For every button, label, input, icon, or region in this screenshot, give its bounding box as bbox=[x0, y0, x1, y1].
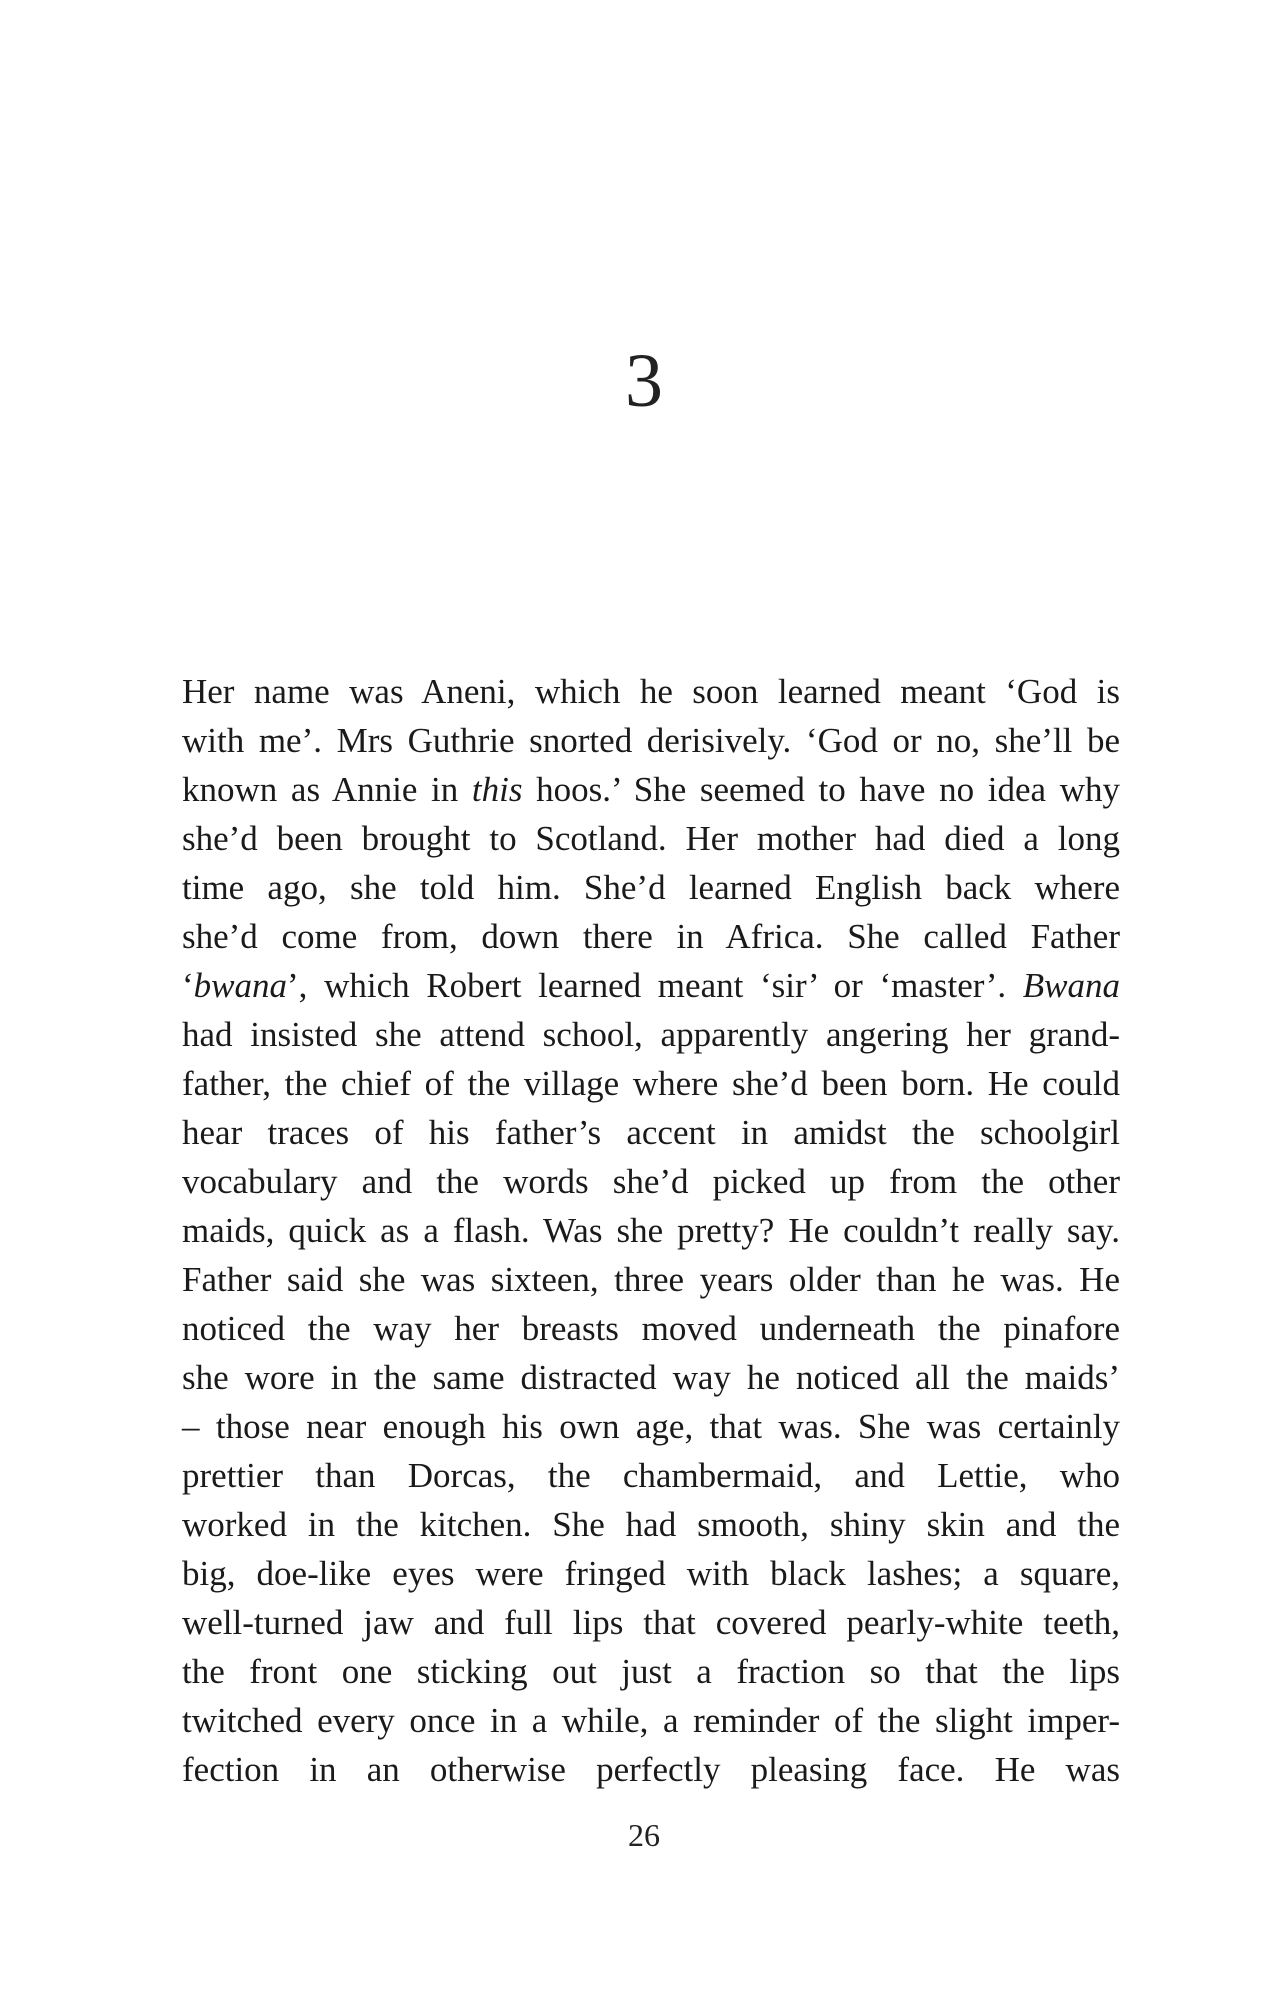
text-line: ‘bwana’, which Robert learned meant ‘sir’ or ‘master’. Bwana bbox=[182, 966, 1120, 1005]
text-line: she wore in the same distracted way he noticed all the maids’ bbox=[182, 1358, 1120, 1397]
text-line: hear traces of his father’s accent in amidst the schoolgirl bbox=[182, 1113, 1120, 1152]
text-line: big, doe-like eyes were fringed with black lashes; a square, bbox=[182, 1554, 1120, 1593]
chapter-number: 3 bbox=[625, 339, 663, 423]
body-text bbox=[182, 667, 1120, 1794]
page-number: 26 bbox=[628, 1817, 660, 1853]
text-line: vocabulary and the words she’d picked up from the other bbox=[182, 1162, 1120, 1201]
text-line: time ago, she told him. She’d learned English back where bbox=[182, 868, 1120, 907]
italic-word: bwana bbox=[193, 966, 288, 1005]
text-line: maids, quick as a flash. Was she pretty? He couldn’t really say. bbox=[182, 1211, 1120, 1250]
text-line: worked in the kitchen. She had smooth, shiny skin and the bbox=[182, 1505, 1120, 1544]
text-line: she’d been brought to Scotland. Her mother had died a long bbox=[182, 819, 1120, 858]
text-line: father, the chief of the village where she’d been born. He could bbox=[182, 1064, 1120, 1103]
italic-word: this bbox=[471, 770, 523, 809]
text-line: Father said she was sixteen, three years older than he was. He bbox=[182, 1260, 1120, 1299]
text-line: known as Annie in this hoos.’ She seemed to have no idea why bbox=[182, 770, 1120, 809]
text-line: twitched every once in a while, a reminder of the slight imper- bbox=[182, 1701, 1120, 1740]
text-line: well-turned jaw and full lips that covered pearly-white teeth, bbox=[182, 1603, 1120, 1642]
text-line: had insisted she attend school, apparently angering her grand- bbox=[182, 1015, 1120, 1054]
text-line: with me’. Mrs Guthrie snorted derisively. ‘God or no, she’ll be bbox=[182, 721, 1120, 760]
text-line: the front one sticking out just a fraction so that the lips bbox=[182, 1652, 1120, 1691]
italic-word: Bwana bbox=[1022, 966, 1120, 1005]
text-line: prettier than Dorcas, the chambermaid, and Lettie, who bbox=[182, 1456, 1120, 1495]
text-line: Her name was Aneni, which he soon learned meant ‘God is bbox=[182, 672, 1120, 711]
text-line: – those near enough his own age, that was. She was certainly bbox=[182, 1407, 1120, 1446]
text-line: she’d come from, down there in Africa. She called Father bbox=[182, 917, 1120, 956]
text-line: fection in an otherwise perfectly pleasing face. He was bbox=[182, 1750, 1120, 1789]
text-line: noticed the way her breasts moved underneath the pinafore bbox=[182, 1309, 1120, 1348]
